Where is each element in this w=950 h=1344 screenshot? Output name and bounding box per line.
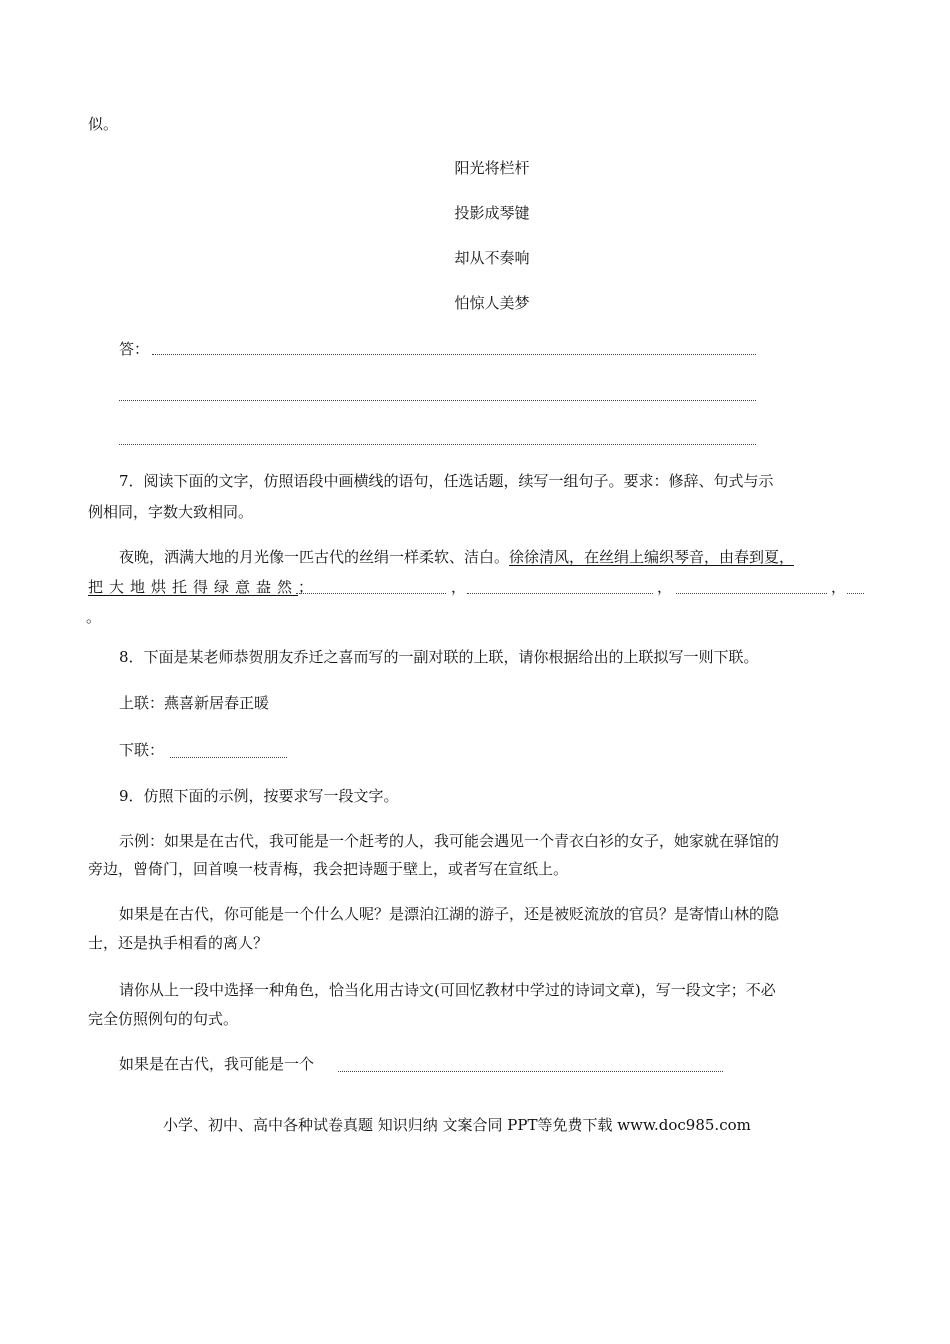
fill-blank[interactable] — [296, 593, 446, 594]
q9-example-cont: 旁边，曾倚门，回首嗅一枝青梅，我会把诗题于壁上，或者写在宣纸上。 — [88, 860, 569, 878]
q9-paragraph-cont: 士，还是执手相看的离人？ — [88, 934, 269, 952]
fill-blank[interactable] — [847, 593, 864, 594]
q9-instruction-cont: 完全仿照例句的句式。 — [88, 1010, 239, 1028]
q8-prompt: 8．下面是某老师恭贺朋友乔迁之喜而写的一副对联的上联，请你根据给出的上联拟写一则下联。 — [119, 648, 759, 666]
fill-blank[interactable] — [676, 593, 827, 594]
separator: ， — [831, 578, 847, 596]
separator: ； — [298, 578, 314, 596]
q7-example-cont — [88, 576, 313, 598]
end-period: 。 — [86, 608, 102, 626]
answer-line[interactable] — [152, 354, 756, 355]
poem-line: 投影成琴键 — [454, 204, 530, 222]
q8-lower-blank[interactable] — [170, 757, 287, 758]
answer-line[interactable] — [119, 400, 756, 401]
q9-answer-line[interactable] — [338, 1071, 723, 1072]
poem-line: 怕惊人美梦 — [454, 294, 530, 312]
q7-example-underlined: 徐徐清风，在丝绢上编织琴音，由春到夏， — [509, 548, 795, 566]
separator: ， — [657, 578, 673, 596]
poem-line: 阳光将栏杆 — [454, 159, 530, 177]
q7-example-plain: 夜晚，洒满大地的月光像一匹古代的丝绢一样柔软、洁白。 — [119, 548, 510, 566]
q9-answer-start: 如果是在古代，我可能是一个 — [119, 1055, 315, 1073]
fill-blank[interactable] — [467, 593, 653, 594]
q9-prompt: 9．仿照下面的示例，按要求写一段文字。 — [119, 787, 399, 805]
q7-prompt-cont: 例相同，字数大致相同。 — [88, 503, 254, 521]
q7-prompt: 7．阅读下面的文字，仿照语段中画横线的语句，任选话题，续写一组句子。要求：修辞、句式与示 — [119, 472, 774, 490]
page-footer: 小学、初中、高中各种试卷真题 知识归纳 文案合同 PPT等免费下载 www.doc985.com — [163, 1116, 751, 1134]
intro-tail: 似。 — [88, 115, 119, 133]
poem-line: 却从不奏响 — [454, 249, 530, 267]
q8-upper-couplet: 上联：燕喜新居春正暖 — [119, 694, 270, 712]
q7-example-underlined: 把大地烘托得绿意盎然 — [88, 578, 299, 596]
q7-example — [119, 546, 794, 568]
answer-label: 答： — [119, 340, 150, 358]
separator: ， — [451, 578, 467, 596]
q9-example: 示例：如果是在古代，我可能是一个赶考的人，我可能会遇见一个青衣白衫的女子，她家就在驿馆的 — [119, 832, 780, 850]
q8-lower-label: 下联： — [119, 741, 165, 759]
q9-instruction: 请你从上一段中选择一种角色，恰当化用古诗文(可回忆教材中学过的诗词文章)，写一段文字；不必 — [119, 981, 776, 999]
q9-paragraph: 如果是在古代，你可能是一个什么人呢？是漂泊江湖的游子，还是被贬流放的官员？是寄情山林的隐 — [119, 905, 780, 923]
answer-line[interactable] — [119, 444, 756, 445]
